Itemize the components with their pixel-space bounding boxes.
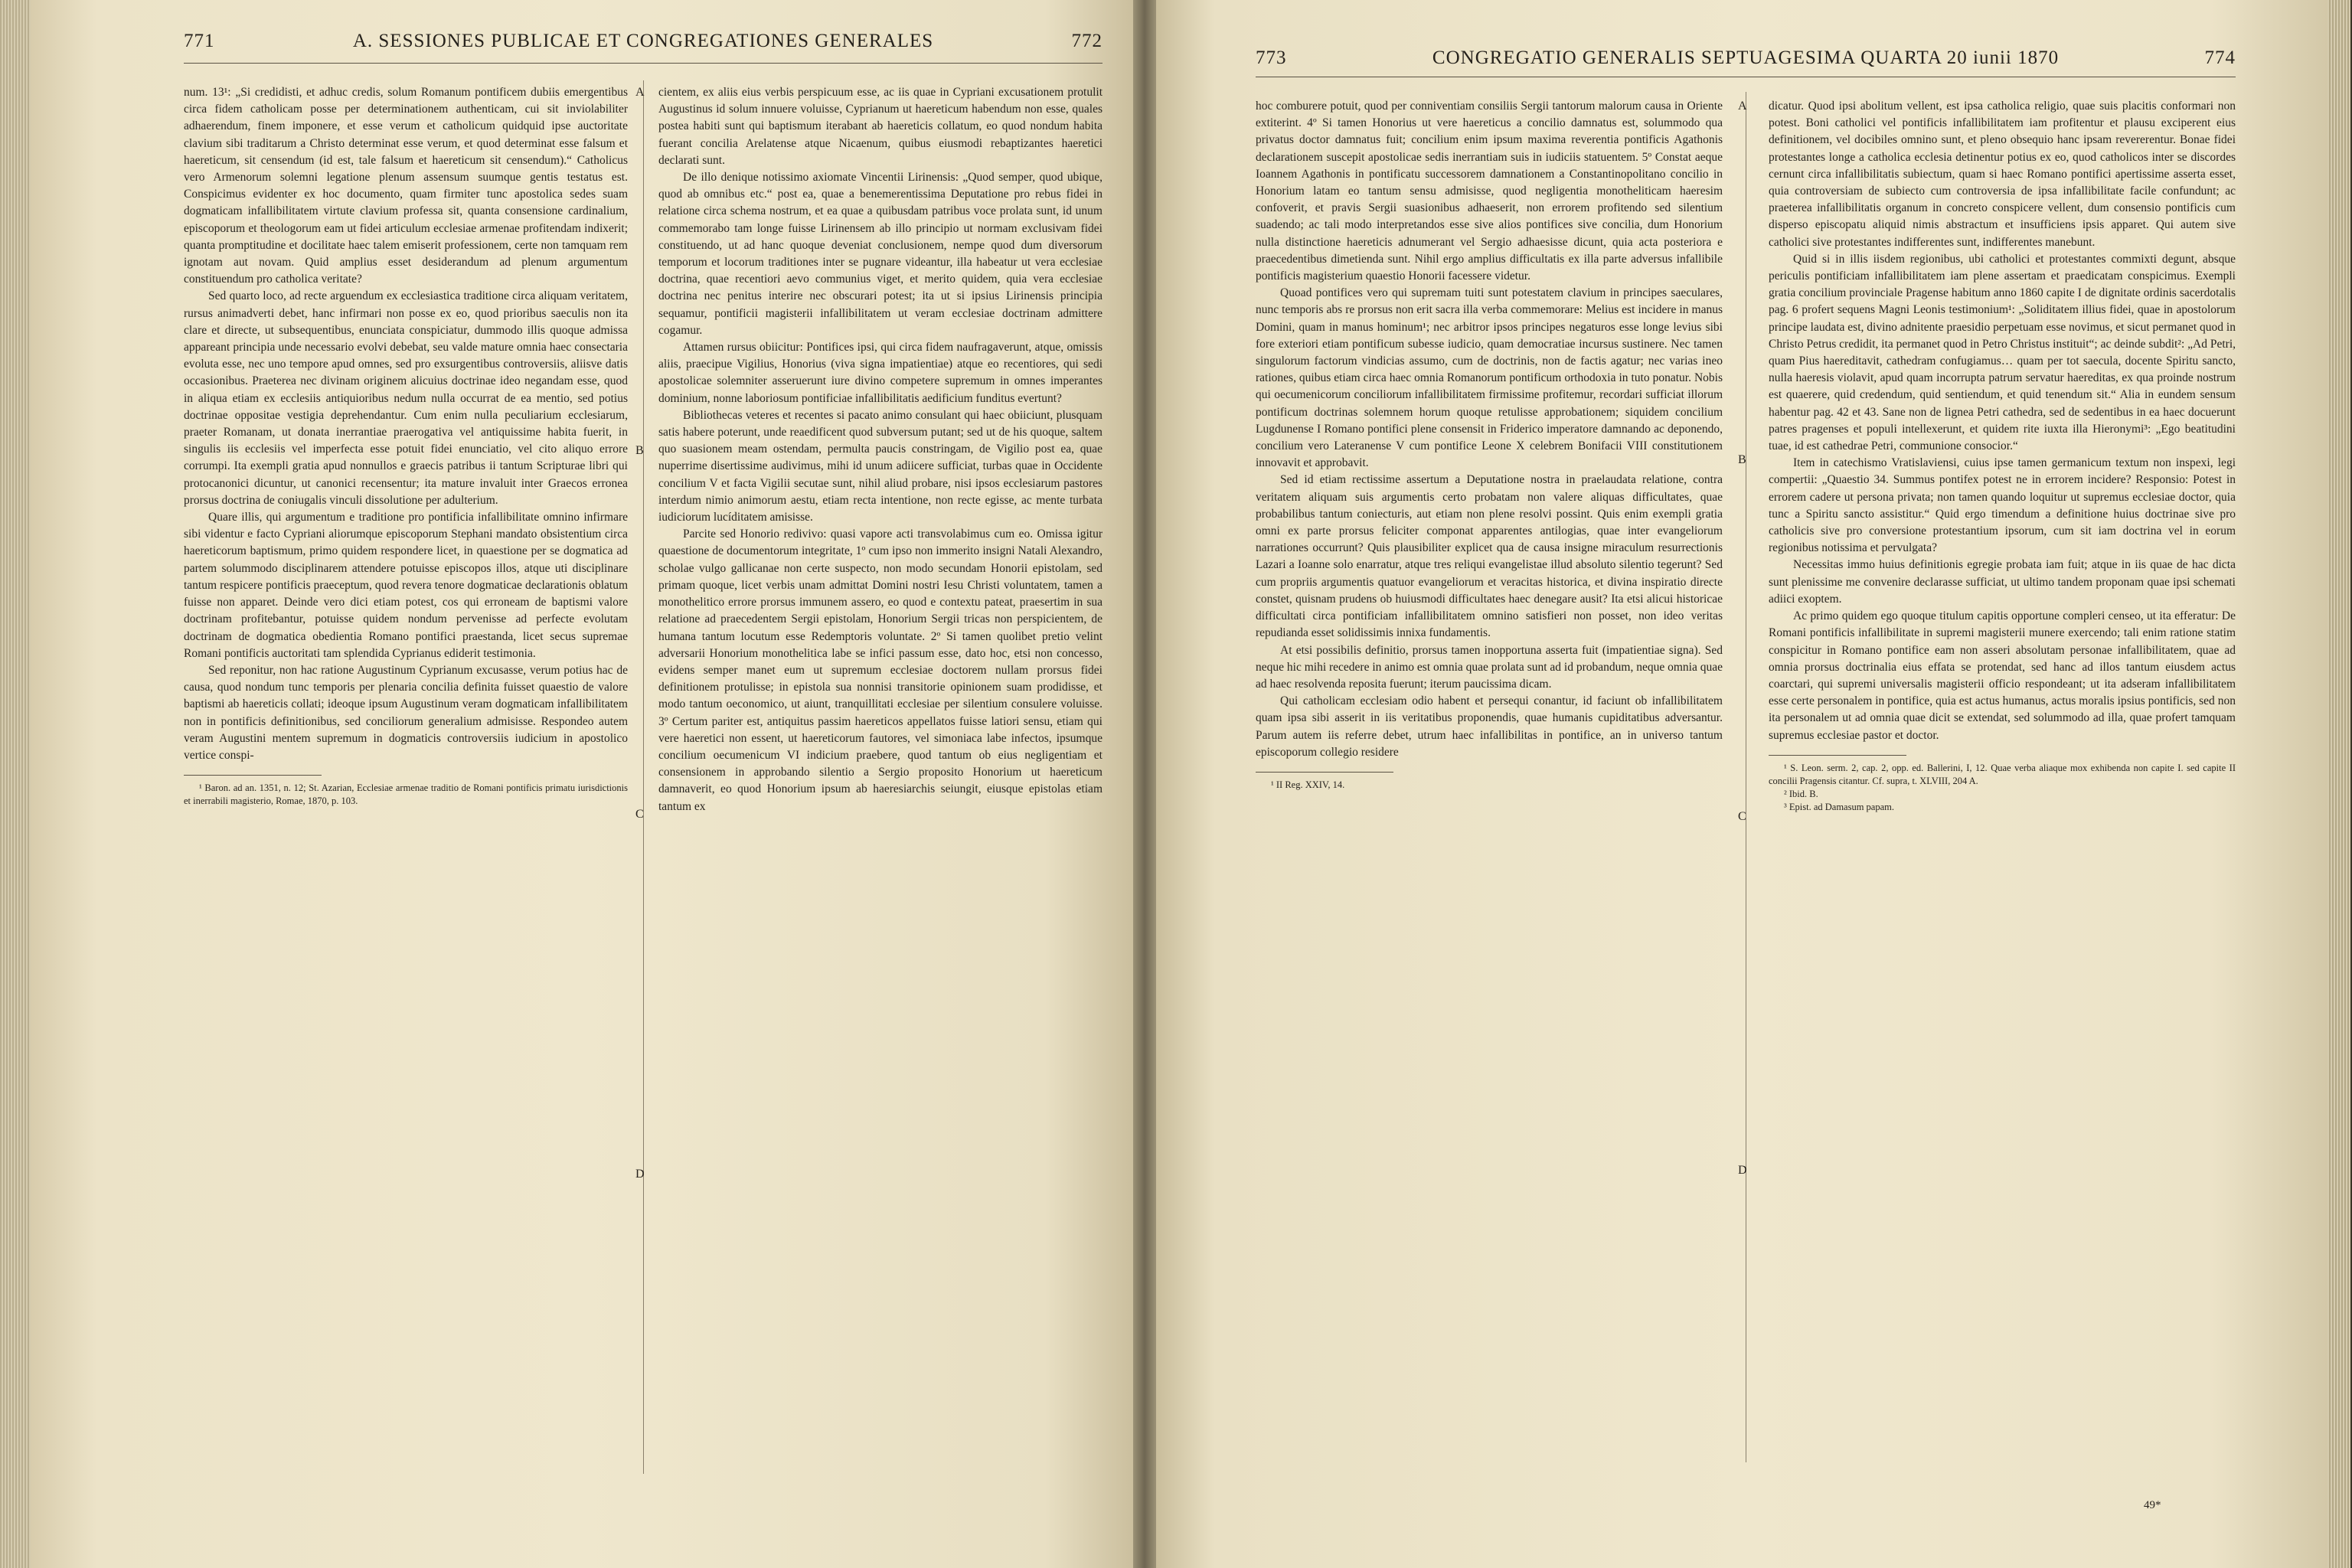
margin-letter-d: D: [1738, 1164, 1747, 1177]
paragraph: Bibliothecas veteres et recentes si pacato animo consulant qui haec obiiciunt, plusquam satis habere poterunt, unde reaedificent quod subversum putant; sed ut de his quoque, saltem quo suasionem meam ostendam, permulta paucis constringam, de Vigilio post ea, quae nuperrime disertissime audivimus, mihi id unum adiicere sufficiat, turbas quae in Occidente concilium V et facta Vigilii secutae sunt, nihil aliud probare, nisi ipsos ecclesiarum pastores interdum nimio animorum aestu, etiam recta intentione, non recte egisse, ac mente turbata iudiciorum lucíditatem amisisse.: [658, 408, 1102, 524]
paragraph: dicatur. Quod ipsi abolitum vellent, est ipsa catholica religio, quae suis placitis conformari non potest. Boni catholici vel pontificis infallibilitatem iam profitentur et plausu exciperent eius definitionem, vel docibiles omnino sunt, et pleno obsequio hanc ipsam revererentur. Bonae fidei protestantes longe a catholica ecclesia detinentur potius ex eo, quod catholicos inter se discordes cernunt circa infallibilitatis subiectum, quam si haec Romano pontifici apertissime asserta esset, quia controversiam de subiecto cum controversia de ipsa infallibilitate facile confundunt; ac praeterea infallibilitatis organum in concreto conspicere vellent, dum consensio pontificis cum disperso episcopatu aliquid nimis abstractum et insufficiens ipsis apparet. Qui autem sive catholici sive protestantes indifferentes sunt, indifferentes manebunt.: [1769, 100, 2236, 249]
left-running-head: [184, 31, 1102, 52]
paragraph: At etsi possibilis definitio, prorsus tamen inopportuna asserta fuit (impatientiae signa). Sed neque hic mihi recedere in animo est omnia quae prolata sunt ad id probandum, neque omnia quae ad haec resolvenda reposita fuerunt; iterum paucissima dicam.: [1256, 643, 1723, 691]
right-page: [1156, 0, 2328, 1568]
page-number-773: 773: [1256, 47, 1287, 68]
left-head-rule: [184, 63, 1102, 64]
footnote: ³ Epist. ad Damasum papam.: [1784, 801, 1894, 812]
paragraph: cientem, ex aliis eius verbis perspicuum esse, ac iis quae in Cypriani excusationem protulit Augustinus id solum innuere voluisse, Cyprianum ut haereticum habendum non esse, quales postea habiti sunt qui baptismum iterabant ab haereticis collatum, eo quod nondum habita fuerant concilia Arelatense atque Nicaenum, quibus eiusmodi rebaptizantes haeretici declarati sunt.: [658, 86, 1102, 167]
margin-letter-a: A: [1738, 100, 1747, 113]
footnote: ¹ II Reg. XXIV, 14.: [1271, 779, 1345, 790]
margin-letter-a: A: [635, 86, 645, 99]
paragraph: Sed reponitur, non hac ratione Augustinum Cyprianum excusasse, verum potius hac de causa, quod nondum tunc temporis per plenaria concilia definita fuisset quaestio de valore baptismi ab haereticis collati; ideoque ipsum Augustinum veram dogmaticam infallibilitatem non in pontificis definitionibus, sed conciliorum generalium admisisse. Respondeo autem veram Augustini mentem supremum in dogmaticis controversiis iudicium in apostolico vertice conspi-: [184, 663, 628, 762]
margin-letter-c: C: [635, 808, 644, 821]
paragraph: Quare illis, qui argumentum e traditione pro pontificia infallibilitate omnino infirmare sibi videntur e facto Cypriani aliorumque episcoporum Stephani mandato obsistentium circa haereticorum baptismum, primo quidem respondere licet, in quaestione per se dogmatica ad partem solummodo disciplinarem attendere potuisse episcopos illos, atque uti disciplinare tantum respicere pontificis praeceptum, quod revera tenore dogmaticae declarationis oblatum fuisse non apparet. Deinde vero dici etiam potest, cos qui erroneam de baptismi valore doctrinam profitebantur, potuisse quidem nondum pervenisse ad perfecte evolutam doctrinam de dogmatica obedientia Romano pontifici praestanda, licet secus supremae Romani pontificis auctoritati tam splendida Cyprianus ediderit testimonia.: [184, 511, 628, 660]
footnote: ² Ibid. B.: [1784, 788, 1818, 799]
paragraph: hoc comburere potuit, quod per conniventiam consiliis Sergii tantorum malorum causa in Oriente extiterint. 4º Si tamen Honorius ut vere haereticus a concilio damnatus est, solummodo qua privatus doctor damnatus fuit; concilium enim ipsum maxima reverentia pontificis Agathonis declarationem suscepit apostolicae sedis inerrantiam suis in iudiciis statuentem. 5º Constat aeque Ioannem Agathonis in pontificatu successorem damnationem a Constantinopolitano concilio in Honorium latam eo tantum sensu admisisse, quod negligentia monotheliticam haeresim confoverit, et pravis Sergii suasionibus adhaeserit, non errorem profitendo sed silentium suadendo; ac tali modo interpretandos esse sive alios pontifices sive concilia, dum Honorium nulla distinctione haereticis adnumerant vel Sergio adhaesisse dicunt, quia acta posteriora e praecedentibus dimetienda sunt. Nihil ergo amplius difficultatis ex illa parte adversus infallibile pontificis magisterium quaestio Honorii facessere videtur.: [1256, 100, 1723, 283]
left-running-title: A. SESSIONES PUBLICAE ET CONGREGATIONES GENERALES: [352, 31, 934, 51]
footnote-rule: [1769, 755, 1906, 756]
footnote-rule: [184, 775, 322, 776]
margin-letter-b: B: [635, 444, 644, 457]
paragraph: Ac primo quidem ego quoque titulum capitis opportune compleri censeo, ut ita efferatur: De Romani pontificis infallibilitate in supremi magisterii munere exercendo; tali enim ratione statim conspicitur in Romano pontifice eam non asseri absolutam personae infallibilitatem, quae ad omnia prorsus doctrinalia eius effata se protendat, sed hanc ad illos tantum eiusdem actus coarctari, qui supremi universalis magisterii officio respondeant; ut ita adseram infallibilitatem esse certe personalem in pontifice, quia est actus humanus, actus moralis ipsius pontificis, sed non ita personalem ut ad omnia quae dicit se extendat, sed solummodo ad illa, quae profert tamquam supremus ecclesiae pastor et doctor.: [1769, 609, 2236, 742]
paragraph: num. 13¹: „Si credidisti, et adhuc credis, solum Romanum pontificem dubiis emergentibus circa fidem catholicam posse per determinationem authenticam, cui sit inviolabiliter adhaerendum, finem imponere, et esse verum et catholicum quidquid ipse auctoritate clavium sibi traditarum a Christo determinat esse verum, et quod determinat esse falsum et haereticum, sit censendum (id est, tale falsum et haereticum sit censendum).“ Catholicus vero Armenorum solemni legatione plenum assensum suumque gentis testatus est. Conspicimus evidenter ex hoc documento, quam firmiter tunc apostolica sedes suam dogmaticam infallibilitatem virtute clavium professa sit, quanta consensione cardinalium, episcoporum et theologorum eam ut fidei articulum ecclesiae armenae profitendam indixerit; quanta promptitudine et docilitate haec talem emiserit professionem, certe non tamquam rem ignotam aut novam. Quid amplius esset desiderandum ad plenum argumentum constituendum pro catholica veritate?: [184, 86, 628, 286]
paragraph: Quoad pontifices vero qui supremam tuiti sunt potestatem clavium in principes saeculares, nunc temporis abs re prorsus non erit sacra illa verba commemorare: Melius est incidere in manus Domini, quam in manus hominum¹; nec arbitror ipsos principes negaturos esse longe levius sibi fore exteriori etiam pontificum subesse iudicio, quam democratiae incursus sustinere. Nec tamen singulorum factorum vindicias assumo, cum de doctrinis, non de factis agatur; nec varias ineo rationes, quibus etiam circa haec omnia Romanorum pontificum orthodoxia in tuto ponatur. Nobis qui oecumenicorum conciliorum infallibilitatem firmissime profitemur, recordari sufficiat illorum pontificum doctrinas solemnem horum quoque retulisse approbationem; siquidem concilium Lugdunense I Romano pontifici plene consensit in Friderico imperatore damnando ac deponendo, concilium vero Lateranense V cum pontifice Leone X celebrem Bonifacii VIII constitutionem innovavit et approbavit.: [1256, 286, 1723, 470]
book-gutter: [1133, 0, 1156, 1568]
right-column-1: [1256, 98, 1723, 814]
left-columns: [184, 84, 1102, 815]
margin-letter-d: D: [635, 1168, 645, 1181]
paragraph: De illo denique notissimo axiomate Vincentii Lirinensis: „Quod semper, quod ubique, quod ab omnibus etc.“ post ea, quae a benemerentissima Deputatione pro rebus fidei in relatione circa schema nostrum, et ea quae a quibusdam patribus voce prolata sunt, id unum commemorabo tam longe fuisse Lirinensem ab illo principio ut normam exclusivam fidei constituendo, ut ad hanc quoque deveniat conclusionem, nempe quod dum diversorum temporum et locorum traditiones inter se pugnare videantur, illa habeatur ut vera ecclesiae doctrina, quae recentiori aevo communius viget, et merito quidem, quia vera ecclesiae doctrina nec penitus interire nec obscurari potest; ita ut si ipsius Lirinensis principia sequamur, pontificii magisterii infallibilitatem ut veram ecclesiae doctrinam admittere cogamur.: [658, 171, 1102, 337]
paragraph: Attamen rursus obiicitur: Pontifices ipsi, qui circa fidem naufragaverunt, atque, omissis aliis, praecipue Vigilius, Honorius (viva signa impatientiae) atque eo recentiores, qui sedi apostolicae solemniter asseruerunt iure divino competere supremum in omnes imperantes dominium, nonne laboriosum pontificiae infallibilitatis aedificium funditus evertunt?: [658, 341, 1102, 405]
paragraph: Sed id etiam rectissime assertum a Deputatione nostra in praelaudata relatione, contra veritatem aliquam suis argumentis certo probatam non valere aliquas difficultates, quae probabilibus tantum coniecturis, aut etiam non plene resolvi possint. Quis enim exempli gratia omni ex parte prorsus feliciter componat apparentes antilogias, quae inter evangeliorum narrationes occurrunt? Quis plausibiliter explicet qua de causa insigne miraculum resurrectionis Lazari a Ioanne solo enarratur, atque tres reliqui evangelistae illud absoluto silentio tegerunt? Sed cum propriis argumentis quatuor evangeliorum et veracitas historica, et divina inspiratio directe constet, quisnam prudens ob huiusmodi difficultates haec denegare ausit? Ita etsi alicui historicae difficultati circa pontificiam infallibilitatem omnino satisfieri non posset, non ideo veritas repudianda esset solidissimis innixa fundamentis.: [1256, 473, 1723, 640]
paragraph: Sed quarto loco, ad recte arguendum ex ecclesiastica traditione circa aliquam veritatem, rursus animadverti debet, hanc infirmari non posse ex eo, quod prioribus saeculis non ita clare et directe, ut subsequentibus, enunciata conspiciatur, dummodo illis quoque admissa appareant principia unde necessario evolvi debebat, seu valde mature omnia haec consectaria evoluta esse, nec uno tempore apud omnes, sed pro exsurgentibus controversiis, aliisve datis occasionibus. Praeterea nec divinam originem alicuius doctrinae ideo negandam esse, quod in aliqua etiam ex ecclesiis antiquioribus nedum nulla occurrat de ea mentio, sed potius doctrinae oppositae vestigia deprehendantur. Cum enim nulla peculiarium ecclesiarum, praeter Romanam, ut donata inerrantiae praerogativa vel antiquissime habita fuerit, in singulis iis ecclesiis vel imperfecta esse potuit fidei enunciatio, vel cito aliquo errore corrumpi. Ita exempli gratia apud nonnullos e graecis patribus ii tantum Scripturae libri qui protocanonici dicuntur, ut canonici recensentur; ita mature invaluit inter Graecos erronea prorsus doctrina de coniugalis vinculi dissolutione per adulterium.: [184, 289, 628, 507]
left-page: [31, 0, 1133, 1568]
right-columns: [1256, 98, 2243, 814]
margin-letter-b: B: [1738, 453, 1746, 466]
paragraph: Qui catholicam ecclesiam odio habent et persequi conantur, id faciunt ob infallibilitatem quam ipsa sibi asserit in iis veritatibus proponendis, quae humanis cupiditatibus adversantur. Parum autem iis referre debet, utrum haec infallibilitas in pontifice, an in universo tantum episcoporum collegio residere: [1256, 694, 1723, 759]
paragraph: Necessitas immo huius definitionis egregie probata iam fuit; atque in iis quae de hac dicta sunt plenissime me convenire declarasse sufficiat, ut ultimo tandem proponam quae ipsi schemati adiici exoptem.: [1769, 558, 2236, 606]
footnote: ¹ Baron. ad an. 1351, n. 12; St. Azarian, Ecclesiae armenae traditio de Romani pontificis primatu iurisdictionis et inerrabili magisterio, Romae, 1870, p. 103.: [184, 782, 628, 807]
left-column-1: [184, 84, 628, 815]
paragraph: Parcite sed Honorio redivivo: quasi vapore acti transvolabimus cum eo. Omissa igitur quaestione de documentorum integritate, 1º cum ipso non immerito insigni Natali Alexandro, scholae vulgo gallicanae non certe suspecto, non modo secundam Honorii epistolam, sed primam quoque, licet verbis unam admittat Domini nostri Iesu Christi voluntatem, tamen a monothelitico errore prorsus immunem assero, eo quod e contextu pateat, praesertim in sua relatione ad praecedentem Sergii epistolam, Honorium Sergii tricas non perspicientem, de humana tantum locutum esse Redemptoris voluntate. 2º Si tamen quolibet pretio velint adversarii Honorium monothelitica labe se infici passum esse, dato hoc, etsi non concesso, evidens semper manet eum ut supremum ecclesiae doctorem nullam prorsus fidei definitionem protulisse; in epistola sua nonnisi transitorie opinionem suam prodidisse, et modo tantum oeconomico, ut aiunt, tranquillitati ecclesiae per silentium consulere voluisse. 3º Certum pariter est, antiquitus passim haereticos appellatos fuisse latiori sensu, etiam qui vere haeretici non essent, ut haereticorum fautores, vel simoniaca labe infectos, ipsumque concilium oecumenicum VI indicium praebere, quod tantum ob eius negligentiam et consensionem in approbando silentio a Sergio proposito Honorium ut haereticum damnaverit, eo quod Honorium ipsum ab haeresiarchis seiungit, eiusque epistolas etiam tantum ex: [658, 528, 1102, 813]
open-book: [31, 0, 2328, 1568]
right-running-title: CONGREGATIO GENERALIS SEPTUAGESIMA QUARTA 20 iunii 1870: [1432, 47, 2060, 68]
page-number-771: 771: [184, 31, 215, 51]
right-running-head: [1256, 47, 2236, 69]
signature-mark: 49*: [2144, 1499, 2161, 1511]
left-page-edge: [0, 0, 31, 1568]
paragraph: Item in catechismo Vratislaviensi, cuius ipse tamen germanicum textum non inspexi, legi compertii: „Quaestio 34. Summus pontifex potest ne in errorem incidere? Responsio: Potest in errorem cadere ut persona privata; non tamen quando loquitur ut supremus ecclesiae doctor, quia tunc a Spiritu sancto assistitur.“ Quid ergo timendum a definitione huius doctrinae sive pro catholicis sive pro conversione protestantium ipsorum, cum sit iam doctrina vel in eorum regionibus notissima et pervulgata?: [1769, 456, 2236, 555]
footnote: ¹ S. Leon. serm. 2, cap. 2, opp. ed. Ballerini, I, 12. Quae verba aliaque mox exhibenda non capite I. sed capite II concilii Pragensis citantur. Cf. supra, t. XLVIII, 204 A.: [1769, 762, 2236, 786]
paragraph: Quid si in illis iisdem regionibus, ubi catholici et protestantes commixti degunt, absque periculis pontificiam infallibilitatem iam plene assertam et praedicatam conspicimus. Exempli gratia concilium provinciale Pragense habitum anno 1860 capite I de dignitate ordinis sacerdotalis pag. 6 profert sequens Magni Leonis testimonium¹: „Soliditatem illius fidei, quae in apostolorum principe laudata est, divino adnitente praesidio perpetuam esse novimus, et sicut permanet quod in Christo Petrus credidit, ita permanet quod in Petro Christus instituit“; ac deinde subdit²: „Ad Petri, quam Pius haereditavit, cathedram confugiamus… quam per tot saecula, docente Spiritu sancto, nulla haeresis violavit, apud quam incorrupta patrum servatur haereditas, ex qua proinde nostrum est quaerere, quid credendum, quid sentiendum, et quid tenendum sit.“ Alia in eundem sensum habentur pag. 42 et 43. Sane non de lignea Petri cathedra, sed de sedentibus in ea haec docuerunt patres pragenses et populi intellexerunt, et quidem rite iuxta illa Hieronymi³: „Ego beatitudini tuae, id est cathedrae Petri, communione consocior.“: [1769, 252, 2236, 453]
right-column-2: [1769, 98, 2236, 814]
page-number-772: 772: [1071, 31, 1102, 51]
footnote-rule: [1256, 772, 1393, 773]
left-column-2: [658, 84, 1102, 815]
right-page-edge: [2328, 0, 2350, 1568]
page-number-774: 774: [2204, 47, 2236, 68]
margin-letter-c: C: [1738, 810, 1746, 823]
